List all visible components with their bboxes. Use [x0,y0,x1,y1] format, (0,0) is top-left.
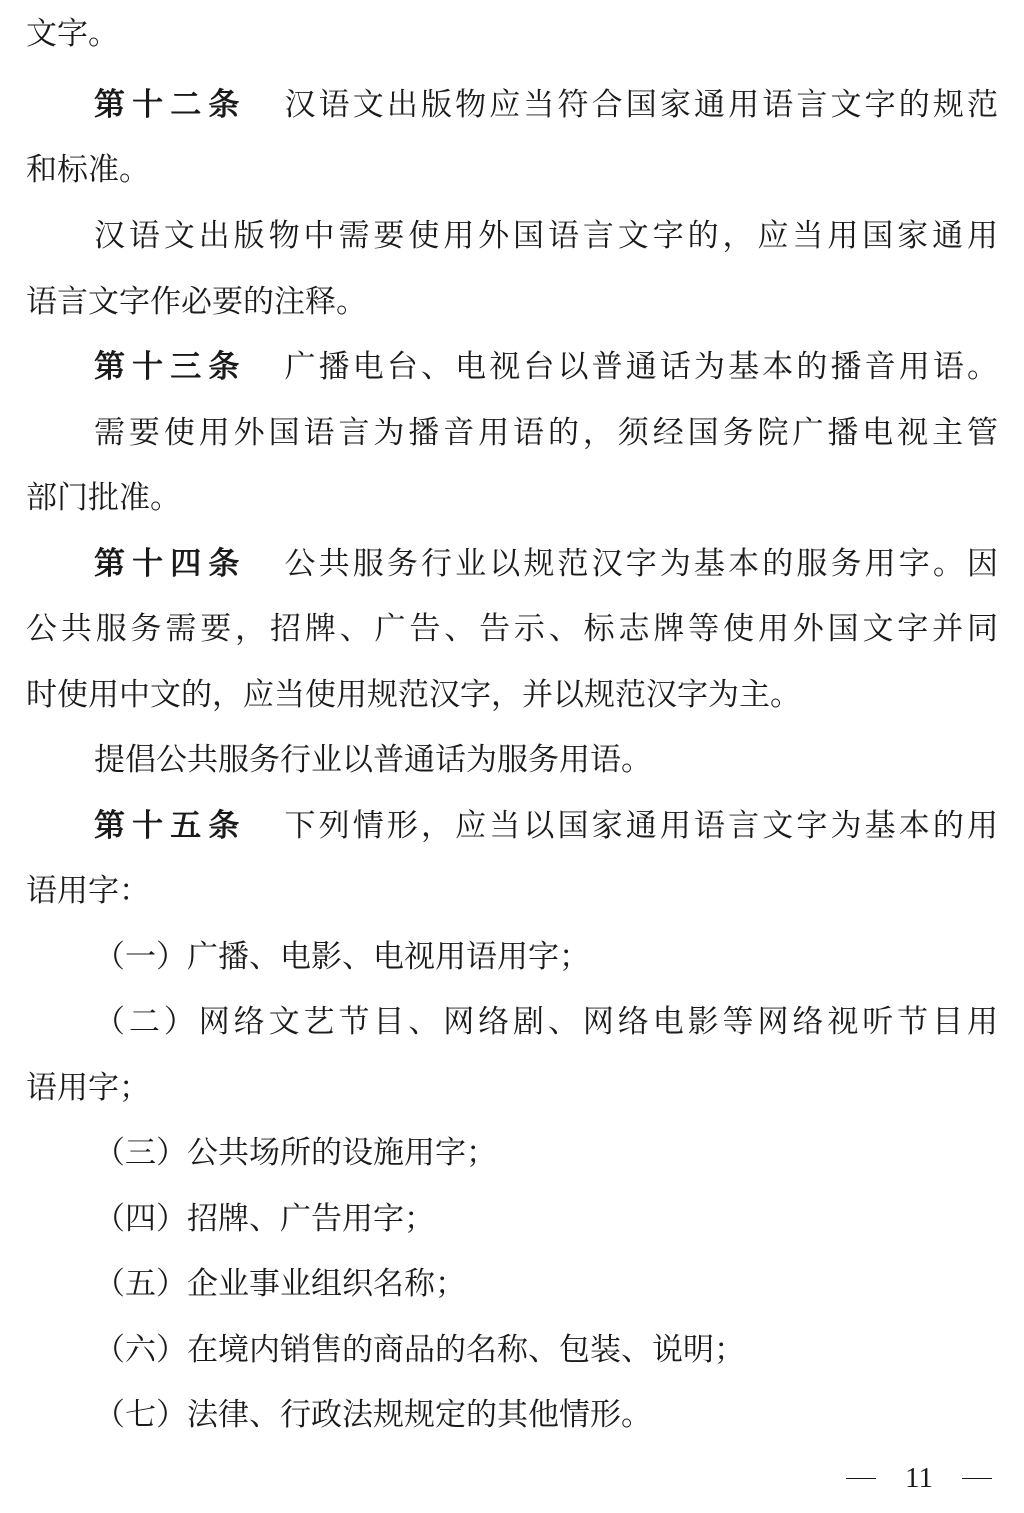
text-line-body: 时使用中文的，应当使用规范汉字，并以规范汉字为主。 [26,677,801,713]
page-number-value: 11 [905,1461,933,1494]
text-line [26,675,801,715]
text-line-body: 需要使用外国语言为播音用语的，须经国务院广播电视主管 [94,415,998,451]
text-line [26,282,367,322]
article-14-line [94,544,998,584]
text-line [26,14,119,54]
text-line-body: 汉语文出版物中需要使用外国语言文字的，应当用国家通用 [94,218,998,254]
text-line-body: 语言文字作必要的注释。 [26,284,367,320]
text-line [26,1068,150,1108]
list-item [94,1264,466,1304]
text-line [26,609,998,649]
page-number [846,1460,992,1496]
text-line [94,413,998,453]
article-14-text: 公共服务行业以规范汉字为基本的服务用字。因 [284,546,998,582]
article-13-text: 广播电台、电视台以普通话为基本的播音用语。 [284,349,998,385]
text-line [26,150,150,190]
text-line-body: 和标准。 [26,152,150,188]
list-item [94,1395,652,1435]
list-item-text: （六）在境内销售的商品的名称、包装、说明； [94,1332,745,1368]
list-item [94,1199,435,1239]
list-item-text: （四）招牌、广告用字； [94,1201,435,1237]
article-15-text: 下列情形，应当以国家通用语言文字为基本的用 [284,808,998,844]
list-item-text: （一）广播、电影、电视用语用字； [94,939,590,975]
text-line [26,478,181,518]
list-item [94,937,590,977]
list-item-text: （二）网络文艺节目、网络剧、网络电影等网络视听节目用 [94,1004,998,1040]
page-number-left-dash [846,1478,876,1479]
text-line-body: 部门批准。 [26,480,181,516]
article-15-title: 第十五条 [94,808,247,844]
article-12-text: 汉语文出版物应当符合国家通用语言文字的规范 [284,87,998,123]
article-13-title: 第十三条 [94,349,247,385]
page-number-right-dash [962,1478,992,1479]
text-line [94,740,652,780]
list-item [94,1330,745,1370]
article-14-title: 第十四条 [94,546,247,582]
list-item [94,1133,497,1173]
list-item-text: （五）企业事业组织名称； [94,1266,466,1302]
article-15-line [94,806,998,846]
article-12-title: 第十二条 [94,87,247,123]
list-item-text: （三）公共场所的设施用字； [94,1135,497,1171]
text-line [94,216,998,256]
text-line-body: 公共服务需要，招牌、广告、告示、标志牌等使用外国文字并同 [26,611,998,647]
list-item [94,1002,998,1042]
article-12-line [94,85,998,125]
text-line-body: 文字。 [26,16,119,52]
text-line-body: 语用字； [26,1070,150,1106]
text-line-body: 语用字： [26,873,150,909]
list-item-text: （七）法律、行政法规规定的其他情形。 [94,1397,652,1433]
article-13-line [94,347,998,387]
text-line [26,871,150,911]
text-line-body: 提倡公共服务行业以普通话为服务用语。 [94,742,652,778]
